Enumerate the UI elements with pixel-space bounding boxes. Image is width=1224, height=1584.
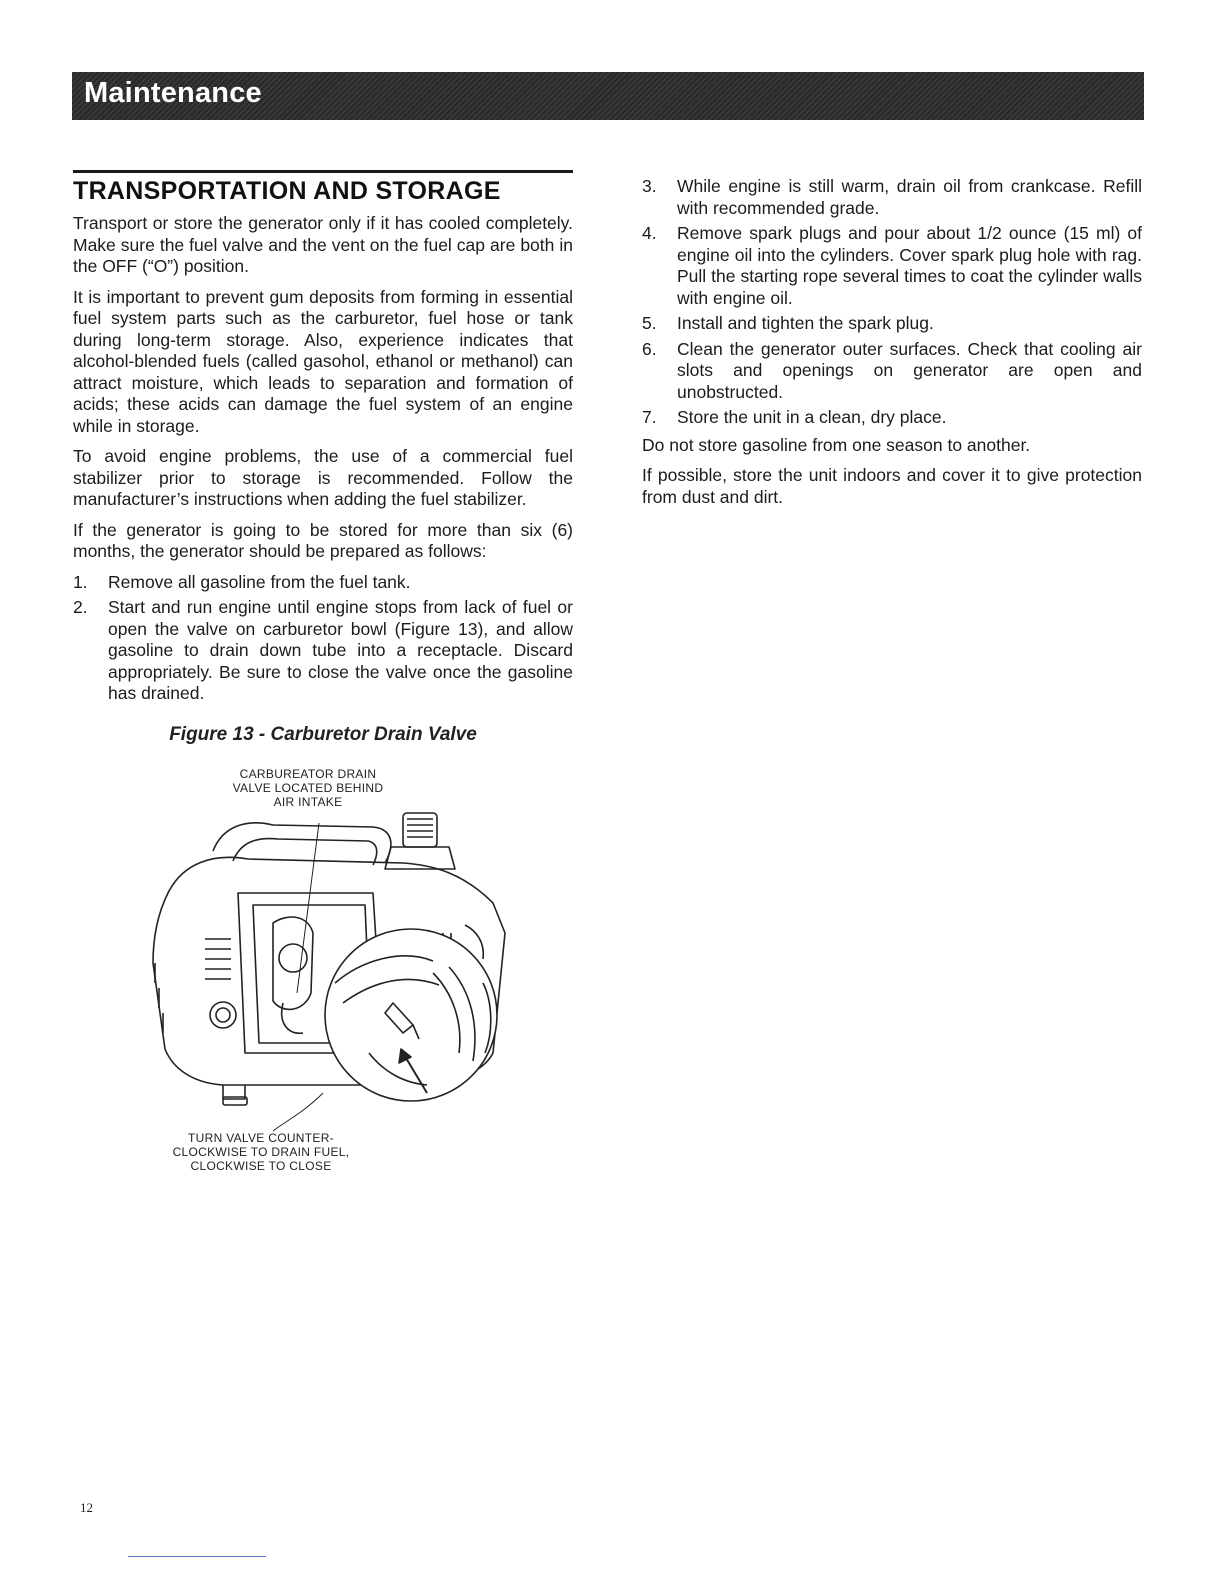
paragraph-no-gasoline: Do not store gasoline from one season to another. [642,434,1031,455]
list-item [73,597,573,705]
figure-label-top: CARBUREATOR DRAIN VALVE LOCATED BEHIND AIR INTAKE [232,767,384,809]
step-number: 2. [73,597,88,617]
step-text: Remove all gasoline from the fuel tank. [108,571,411,592]
list-item [642,223,1142,309]
page-number: 12 [80,1500,93,1515]
step-text: Clean the generator outer surfaces. Check that cooling air slots and openings on generator are open and unobstructed. [677,338,1142,402]
step-number: 7. [642,407,657,427]
steps-list-left [73,572,573,705]
banner-title: Maintenance [84,77,262,109]
step-number: 1. [73,571,88,592]
figure-label-bottom: TURN VALVE COUNTER- CLOCKWISE TO DRAIN FUEL, CLOCKWISE TO CLOSE [172,1131,350,1173]
paragraph-indoors: If possible, store the unit indoors and cover it to give protection from dust and dirt. [642,465,1142,507]
generator-illustration [73,753,573,1173]
list-item [642,407,1142,429]
step-number: 6. [642,338,657,359]
figure-13 [73,753,573,1173]
step-text: Start and run engine until engine stops from lack of fuel or open the valve on carburetor bowl (Figure 13), and allow gasoline to drain down tube into a receptacle. Discard appropriately. Be sure to close the valve once the gasoline has drained. [108,597,573,703]
step-text: While engine is still warm, drain oil from crankcase. Refill with recommended grade. [677,176,1142,218]
step-number: 4. [642,223,657,243]
paragraph-six-months: If the generator is going to be stored for more than six (6) months, the generator should be prepared as follows: [73,519,573,561]
step-text: Store the unit in a clean, dry place. [677,407,947,427]
step-number: 5. [642,313,657,333]
right-column [642,176,1142,517]
figure-caption: Figure 13 - Carburetor Drain Valve [169,723,477,745]
left-column [73,170,573,1173]
step-number: 3. [642,176,657,196]
list-item [642,339,1142,404]
paragraph-gum-deposits: It is important to prevent gum deposits from forming in essential fuel system parts such as the carburetor, fuel hose or tank during long-term storage. Also, experience indicates that alcohol-blended fuels (called gasohol, ethanol or methanol) can attract moisture, which leads to separation and formation of acids; these acids can damage the fuel system of an engine while in storage. [73,286,573,436]
footer-line [128,1556,266,1557]
paragraph-cooling: Transport or store the generator only if it has cooled completely. Make sure the fuel valve and the vent on the fuel cap are both in the OFF (“O”) position. [73,213,573,276]
steps-list-right [642,176,1142,429]
list-item [73,572,573,594]
step-text: Remove spark plugs and pour about 1/2 ounce (15 ml) of engine oil into the cylinders. Cover spark plug hole with rag. Pull the starting rope several times to coat the cylinder walls with engine oil. [677,223,1142,308]
list-item [642,176,1142,219]
section-banner [72,72,1144,120]
section-rule [73,170,573,173]
section-title: TRANSPORTATION AND STORAGE [73,177,501,205]
list-item [642,313,1142,335]
step-text: Install and tighten the spark plug. [677,313,934,333]
paragraph-stabilizer: To avoid engine problems, the use of a commercial fuel stabilizer prior to storage is recommended. Follow the manufacturer’s instructions when adding the fuel stabilizer. [73,446,573,509]
